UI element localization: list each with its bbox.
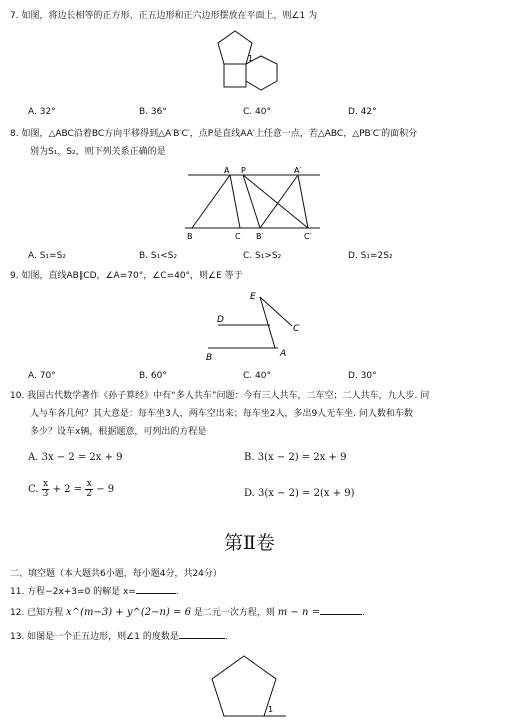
- q9-figure: [200, 286, 310, 366]
- q8-line-2: 别为S₁，S₂，则下列关系正确的是: [30, 147, 166, 157]
- q9-label-c: C: [293, 324, 300, 334]
- q12-expression: m − n =: [277, 607, 320, 618]
- q9-option-a: A. 70°: [28, 371, 56, 381]
- q8-label-a: A: [224, 166, 230, 175]
- q13-pentagon: [212, 656, 276, 716]
- q10-line-3: 多少？设车x辆，根据题意，可列出的方程是: [30, 427, 207, 437]
- q10-fraction-2: $\frac{x}{2}$: [86, 479, 92, 499]
- q8-figure: [180, 164, 330, 244]
- q8-option-c: C. S₁>S₂: [243, 251, 282, 261]
- q9-option-b: B. 60°: [139, 371, 167, 381]
- q12-text: 12. 已知方程 x^(m−3) + y^(2−n) = 6 是二元一次方程，则 m − n = .: [10, 607, 365, 618]
- q9-label-b: B: [206, 353, 213, 363]
- q8-label-a-prime: A′: [294, 166, 302, 175]
- q11-text: 11. 方程−2x+3=0 的解是 x= .: [10, 584, 179, 599]
- q9-line-ec: [260, 297, 292, 326]
- q7-option-a: A. 32°: [28, 107, 56, 117]
- section-2-header: 二、填空题（本大题共6小题，每小题4分，共24分）: [10, 569, 222, 579]
- q10-option-c-label: C.: [28, 484, 39, 495]
- q9-option-d: D. 30°: [348, 371, 377, 381]
- q12-equation: x^(m−3) + y^(2−n) = 6: [66, 607, 191, 618]
- q9-label-e: E: [250, 292, 256, 302]
- q10-line-1: 10. 我国古代数学著作《孙子算经》中有“多人共车”问题：今有三人共车，二车空；二人共车，九人步. 问: [10, 391, 430, 401]
- q13-text: 13. 如图是一个正五边形，则∠1 的度数是 .: [10, 629, 228, 644]
- q13-angle-label: 1: [268, 705, 274, 714]
- q10-option-b: B. 3(x − 2) = 2x + 9: [244, 452, 347, 463]
- section-title: 第Ⅱ卷: [224, 532, 275, 554]
- q7-square: [224, 64, 246, 87]
- q10-option-c: [28, 480, 114, 499]
- q10-fraction-1: $\frac{x}{3}$: [42, 479, 49, 499]
- q9-option-c: C. 40°: [243, 371, 271, 381]
- q7-figure: [212, 27, 294, 103]
- q10-option-c-mid: + 2 =: [52, 484, 83, 495]
- q12-answer-blank[interactable]: [320, 605, 362, 615]
- q10-option-d: D. 3(x − 2) = 2(x + 9): [244, 488, 355, 499]
- q8-option-d: D. S₁=2S₂: [348, 251, 393, 261]
- q7-option-b: B. 36°: [139, 107, 167, 117]
- q13-answer-blank[interactable]: [179, 629, 225, 639]
- q8-label-c: C: [235, 232, 241, 241]
- q9-label-d: D: [217, 315, 224, 325]
- q8-option-a: A. S₁=S₂: [28, 251, 66, 261]
- q13-figure: [206, 648, 292, 724]
- q11-answer-blank[interactable]: [136, 584, 176, 594]
- q8-label-b-prime: B′: [256, 232, 264, 241]
- q7-angle-label: 1: [248, 54, 254, 63]
- q7-pentagon: [218, 31, 252, 64]
- q8-label-p: P: [241, 166, 246, 175]
- q9-line-ea: [260, 297, 275, 348]
- q8-label-c-prime: C′: [304, 232, 312, 241]
- q9-text: 9. 如图，直线AB∥CD，∠A=70°，∠C=40°，则∠E 等于: [10, 271, 243, 281]
- q8-line-1: 8. 如图，△ABC沿着BC方向平移得到△A′B′C′，点P是直线AA′上任意一点，若△ABC，△PB′C′的面积分: [10, 129, 418, 139]
- q10-option-a: A. 3x − 2 = 2x + 9: [28, 452, 123, 463]
- q10-line-2: 人与车各几何？其大意是：每车坐3人，两车空出来；每车坐2人，多出9人无车坐. 问人数和车数: [30, 409, 413, 419]
- q8-label-b: B: [187, 232, 193, 241]
- q7-text: 7. 如图，将边长相等的正方形、正五边形和正六边形摆放在平面上，则∠1 为: [10, 11, 318, 21]
- q10-option-c-end: − 9: [96, 484, 115, 495]
- q7-option-c: C. 40°: [243, 107, 271, 117]
- q7-option-d: D. 42°: [348, 107, 377, 117]
- q8-option-b: B. S₁<S₂: [139, 251, 178, 261]
- q9-label-a: A: [280, 349, 287, 359]
